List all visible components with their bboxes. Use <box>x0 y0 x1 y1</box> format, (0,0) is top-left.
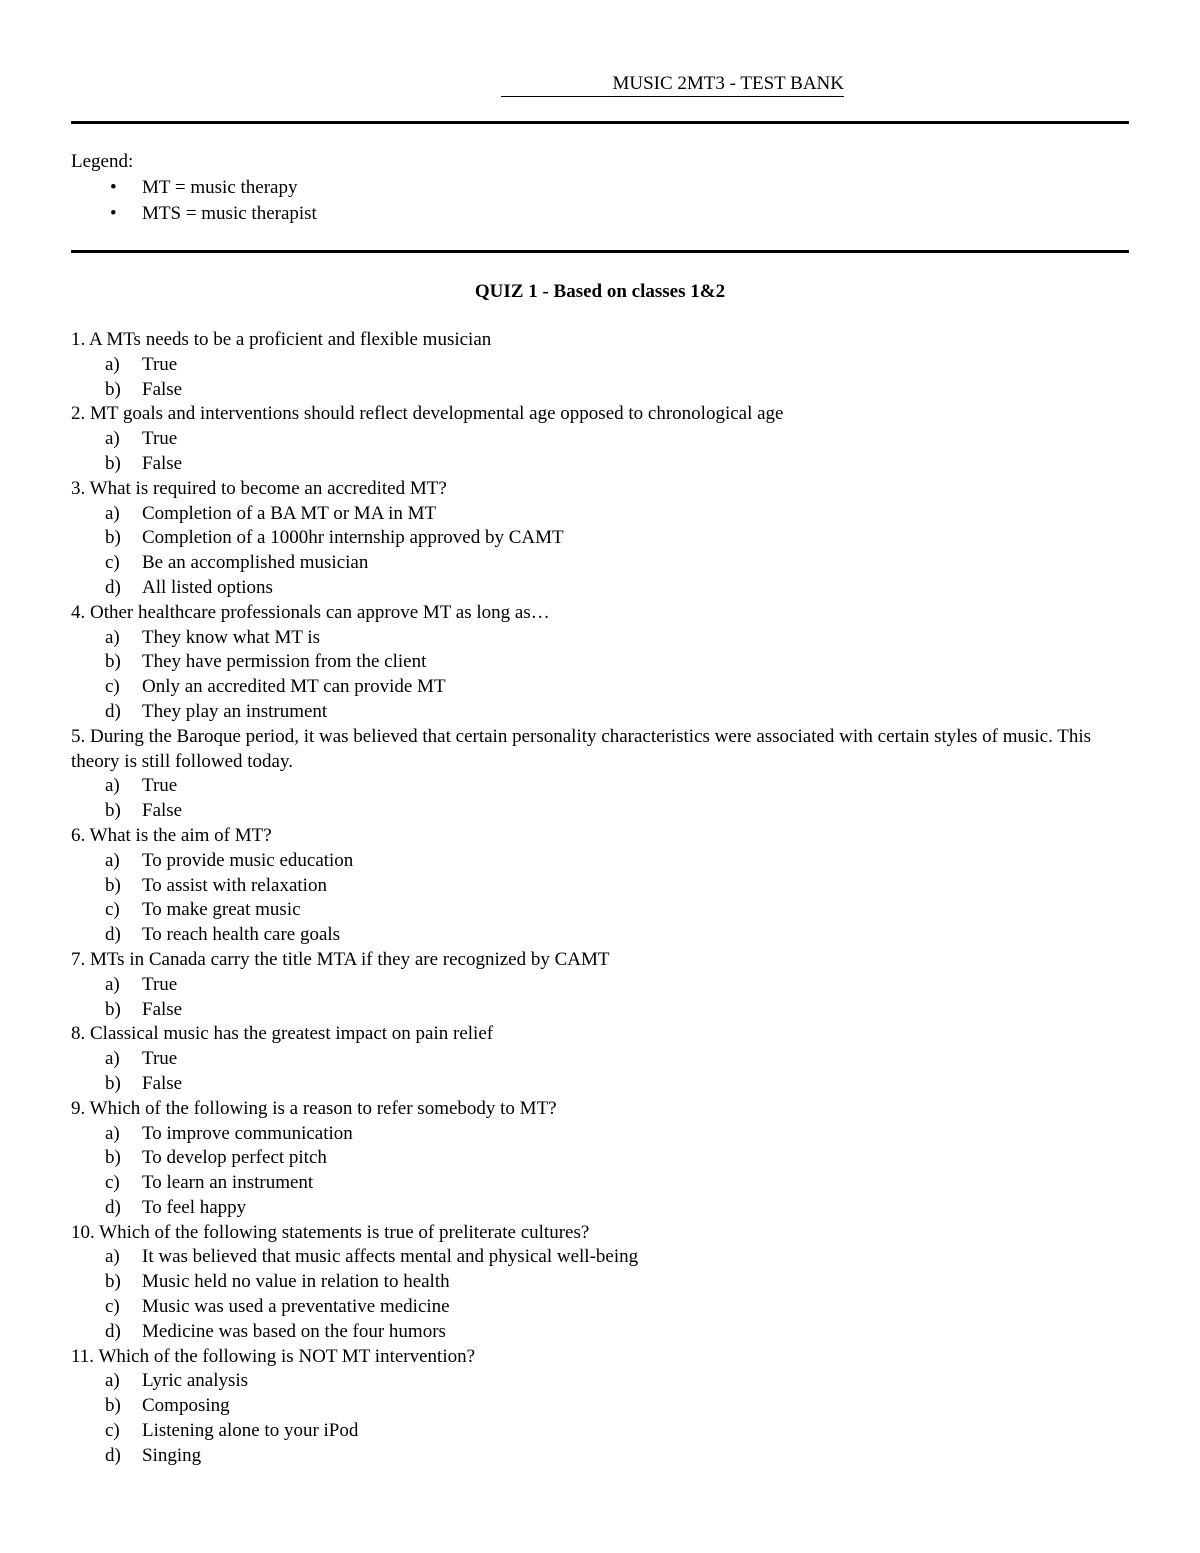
option-letter: a) <box>105 1246 120 1268</box>
option-letter: a) <box>105 775 120 797</box>
legend-item-text: MTS = music therapist <box>142 203 317 224</box>
option-list <box>71 1245 1129 1344</box>
answer-option <box>71 973 1129 998</box>
option-letter: b) <box>105 378 121 400</box>
question-item <box>71 328 1129 402</box>
question-list <box>71 328 1129 1469</box>
option-list <box>71 1369 1129 1468</box>
option-text: Music held no value in relation to health <box>142 1271 450 1293</box>
option-text: They have permission from the client <box>142 651 427 673</box>
option-text: Listening alone to your iPod <box>142 1420 359 1442</box>
option-text: Lyric analysis <box>142 1370 249 1392</box>
bullet-icon: • <box>110 203 117 224</box>
question-text: 6. What is the aim of MT? <box>71 824 272 846</box>
question-item <box>71 1097 1129 1221</box>
question-item <box>71 1022 1129 1096</box>
option-letter: d) <box>105 1320 121 1342</box>
option-list <box>71 1047 1129 1097</box>
answer-option <box>71 1419 1129 1444</box>
question-item <box>71 725 1129 824</box>
option-text: It was believed that music affects mental and physical well-being <box>142 1246 639 1268</box>
answer-option <box>71 1270 1129 1295</box>
answer-option <box>71 1444 1129 1469</box>
question-text: 8. Classical music has the greatest impact on pain relief <box>71 1023 494 1045</box>
option-list <box>71 973 1129 1023</box>
question-text: 2. MT goals and interventions should reflect developmental age opposed to chronological age <box>71 403 784 425</box>
option-text: True <box>142 353 178 375</box>
option-letter: b) <box>105 800 121 822</box>
option-text: To assist with relaxation <box>142 874 327 896</box>
option-text: To learn an instrument <box>142 1172 314 1194</box>
question-item <box>71 948 1129 1022</box>
option-letter: d) <box>105 576 121 598</box>
answer-option <box>71 774 1129 799</box>
answer-option <box>71 1394 1129 1419</box>
option-text: False <box>142 800 183 822</box>
answer-option <box>71 1122 1129 1147</box>
option-text: True <box>142 428 178 450</box>
legend-label: Legend: <box>71 151 134 172</box>
answer-option <box>71 1295 1129 1320</box>
option-letter: c) <box>105 1172 120 1194</box>
option-text: They know what MT is <box>142 626 321 648</box>
question-item <box>71 477 1129 601</box>
option-text: False <box>142 452 183 474</box>
answer-option <box>71 1146 1129 1171</box>
option-letter: c) <box>105 899 120 921</box>
answer-option <box>71 502 1129 527</box>
option-letter: a) <box>105 1048 120 1070</box>
option-letter: b) <box>105 998 121 1020</box>
option-letter: d) <box>105 700 121 722</box>
answer-option <box>71 1369 1129 1394</box>
option-text: False <box>142 998 183 1020</box>
legend-section <box>71 149 317 227</box>
question-text: 5. During the Baroque period, it was believed that certain personality characteristics were associated with certain styles of music. This theory is still followed today. <box>71 725 1092 772</box>
option-text: All listed options <box>142 576 273 598</box>
legend-divider <box>71 250 1129 253</box>
answer-option <box>71 526 1129 551</box>
answer-option <box>71 427 1129 452</box>
answer-option <box>71 700 1129 725</box>
option-text: To reach health care goals <box>142 924 341 946</box>
option-text: Be an accomplished musician <box>142 552 369 574</box>
option-letter: d) <box>105 1444 121 1466</box>
option-letter: a) <box>105 353 120 375</box>
question-text: 9. Which of the following is a reason to refer somebody to MT? <box>71 1097 557 1119</box>
option-letter: a) <box>105 428 120 450</box>
question-item <box>71 824 1129 948</box>
option-letter: d) <box>105 924 121 946</box>
answer-option <box>71 923 1129 948</box>
bullet-icon: • <box>110 177 117 198</box>
option-list <box>71 774 1129 824</box>
answer-option <box>71 998 1129 1023</box>
option-letter: b) <box>105 1147 121 1169</box>
option-text: True <box>142 973 178 995</box>
option-list <box>71 353 1129 403</box>
option-text: Completion of a BA MT or MA in MT <box>142 502 437 524</box>
option-text: Composing <box>142 1395 230 1417</box>
option-letter: a) <box>105 849 120 871</box>
header-divider <box>71 121 1129 124</box>
option-letter: c) <box>105 676 120 698</box>
legend-list <box>71 175 317 227</box>
document-title: MUSIC 2MT3 - TEST BANK <box>501 72 844 97</box>
option-text: False <box>142 378 183 400</box>
option-letter: c) <box>105 1296 120 1318</box>
option-letter: b) <box>105 1271 121 1293</box>
option-list <box>71 1122 1129 1221</box>
option-text: Music was used a preventative medicine <box>142 1296 450 1318</box>
option-letter: a) <box>105 973 120 995</box>
option-text: They play an instrument <box>142 700 328 722</box>
question-text: 7. MTs in Canada carry the title MTA if they are recognized by CAMT <box>71 948 610 970</box>
option-text: Only an accredited MT can provide MT <box>142 676 446 698</box>
question-item <box>71 402 1129 476</box>
answer-option <box>71 626 1129 651</box>
option-list <box>71 502 1129 601</box>
answer-option <box>71 1072 1129 1097</box>
quiz-title: QUIZ 1 - Based on classes 1&2 <box>474 281 726 302</box>
answer-option <box>71 1171 1129 1196</box>
option-list <box>71 849 1129 948</box>
option-text: Medicine was based on the four humors <box>142 1320 446 1342</box>
option-text: Completion of a 1000hr internship approved by CAMT <box>142 527 564 549</box>
answer-option <box>71 849 1129 874</box>
question-text: 1. A MTs needs to be a proficient and flexible musician <box>71 329 492 350</box>
option-letter: a) <box>105 626 120 648</box>
answer-option <box>71 1320 1129 1345</box>
question-text: 3. What is required to become an accredited MT? <box>71 477 447 499</box>
answer-option <box>71 874 1129 899</box>
option-list <box>71 626 1129 725</box>
question-item <box>71 601 1129 725</box>
legend-item <box>71 175 317 201</box>
answer-option <box>71 1196 1129 1221</box>
option-letter: b) <box>105 527 121 549</box>
option-letter: b) <box>105 651 121 673</box>
option-letter: a) <box>105 502 120 524</box>
option-text: To make great music <box>142 899 301 921</box>
option-text: True <box>142 775 178 797</box>
answer-option <box>71 1047 1129 1072</box>
option-text: To develop perfect pitch <box>142 1147 327 1169</box>
option-letter: c) <box>105 1420 120 1442</box>
option-letter: d) <box>105 1196 121 1218</box>
option-letter: b) <box>105 1072 121 1094</box>
option-text: False <box>142 1072 183 1094</box>
option-letter: b) <box>105 1395 121 1417</box>
question-item <box>71 1221 1129 1345</box>
option-letter: b) <box>105 452 121 474</box>
answer-option <box>71 675 1129 700</box>
answer-option <box>71 898 1129 923</box>
answer-option <box>71 799 1129 824</box>
question-text: 11. Which of the following is NOT MT intervention? <box>71 1345 476 1367</box>
legend-item <box>71 201 317 227</box>
option-text: To improve communication <box>142 1122 353 1144</box>
answer-option <box>71 576 1129 601</box>
answer-option <box>71 1245 1129 1270</box>
question-item <box>71 1345 1129 1469</box>
option-letter: a) <box>105 1370 120 1392</box>
option-text: To feel happy <box>142 1196 247 1218</box>
answer-option <box>71 353 1129 378</box>
question-text: 4. Other healthcare professionals can approve MT as long as… <box>71 601 550 623</box>
answer-option <box>71 650 1129 675</box>
option-list <box>71 427 1129 477</box>
option-text: Singing <box>142 1444 202 1466</box>
option-text: True <box>142 1048 178 1070</box>
answer-option <box>71 551 1129 576</box>
option-letter: c) <box>105 552 120 574</box>
question-text: 10. Which of the following statements is true of preliterate cultures? <box>71 1221 590 1243</box>
option-letter: b) <box>105 874 121 896</box>
option-text: To provide music education <box>142 849 354 871</box>
option-letter: a) <box>105 1122 120 1144</box>
answer-option <box>71 378 1129 403</box>
answer-option <box>71 452 1129 477</box>
legend-item-text: MT = music therapy <box>142 177 298 198</box>
